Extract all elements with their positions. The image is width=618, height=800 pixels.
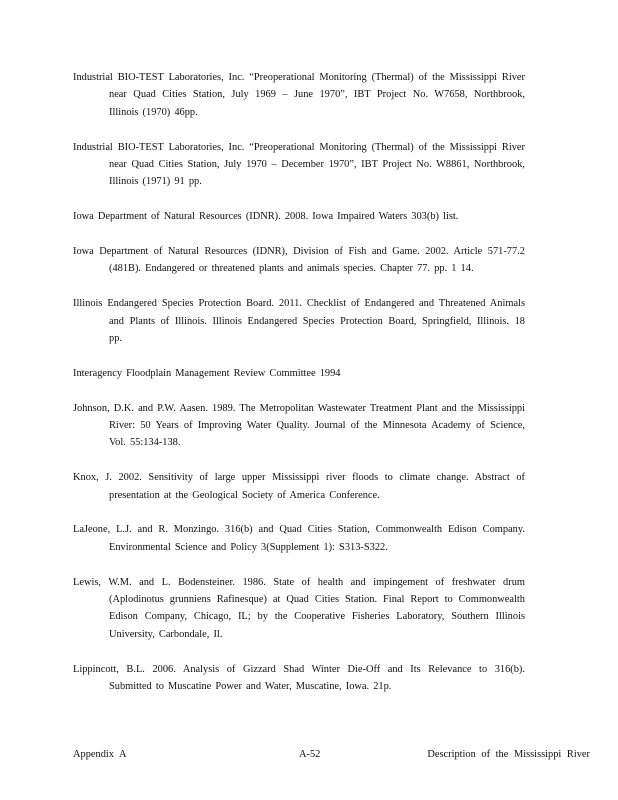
- reference-entry: Lippincott, B.L. 2006. Analysis of Gizzard Shad Winter Die-Off and Its Relevance to 316(b). Submitted to Muscatine Power and Water, Muscatine, Iowa. 21p.: [73, 663, 525, 693]
- reference-entry: Knox, J. 2002. Sensitivity of large upper Mississippi river floods to climate change. Abstract of presentation at the Geological Society of America Conference.: [73, 472, 525, 501]
- reference-entry: Iowa Department of Natural Resources (IDNR). 2008. Iowa Impaired Waters 303(b) list.: [73, 211, 459, 223]
- reference-entry: Interagency Floodplain Management Review Committee 1994: [73, 367, 341, 379]
- reference-entry: Lewis, W.M. and L. Bodensteiner. 1986. State of health and impingement of freshwater drum (Aplodinotus grunniens Rafinesque) at Quad Cities Station. Final Report to Commonwealth Edison Company, Chicago, IL; by the Cooperative Fisheries Laboratory, Southern Illinois University, Carbondale, Il.: [73, 576, 525, 640]
- reference-list: [73, 69, 525, 713]
- reference-entry: Johnson, D.K. and P.W. Aasen. 1989. The Metropolitan Wastewater Treatment Plant and the Mississippi River: 50 Years of Improving Water Quality. Journal of the Minnesota Academy of Science, Vol. 55:134-138.: [73, 402, 525, 449]
- reference-entry: LaJeone, L.J. and R. Monzingo. 316(b) and Quad Cities Station, Commonwealth Edison Company. Environmental Science and Policy 3(Supplement 1): S313-S322.: [73, 524, 525, 553]
- footer-section-title: Description of the Mississippi River: [427, 749, 590, 760]
- footer-page-number: A-52: [299, 749, 321, 760]
- reference-entry: Industrial BIO-TEST Laboratories, Inc. “Preoperational Monitoring (Thermal) of the Mississippi River near Quad Cities Station, July 1970 – December 1970”, IBT Project No. W8861, Northbrook, Illinois (1971) 91 pp.: [73, 141, 525, 188]
- footer-appendix-label: Appendix A: [73, 749, 127, 760]
- reference-entry: Industrial BIO-TEST Laboratories, Inc. “Preoperational Monitoring (Thermal) of the Mississippi River near Quad Cities Station, July 1969 – June 1970”, IBT Project No. W7658, Northbrook, Illinois (1970) 46pp.: [73, 72, 525, 118]
- reference-entry: Illinois Endangered Species Protection Board. 2011. Checklist of Endangered and Threatened Animals and Plants of Illinois. Illinois Endangered Species Protection Board, Springfield, Illinois. 18 pp.: [73, 298, 525, 345]
- reference-entry: Iowa Department of Natural Resources (IDNR), Division of Fish and Game. 2002. Article 571-77.2 (481B). Endangered or threatened plants and animals species. Chapter 77. pp. 1 14.: [73, 246, 525, 275]
